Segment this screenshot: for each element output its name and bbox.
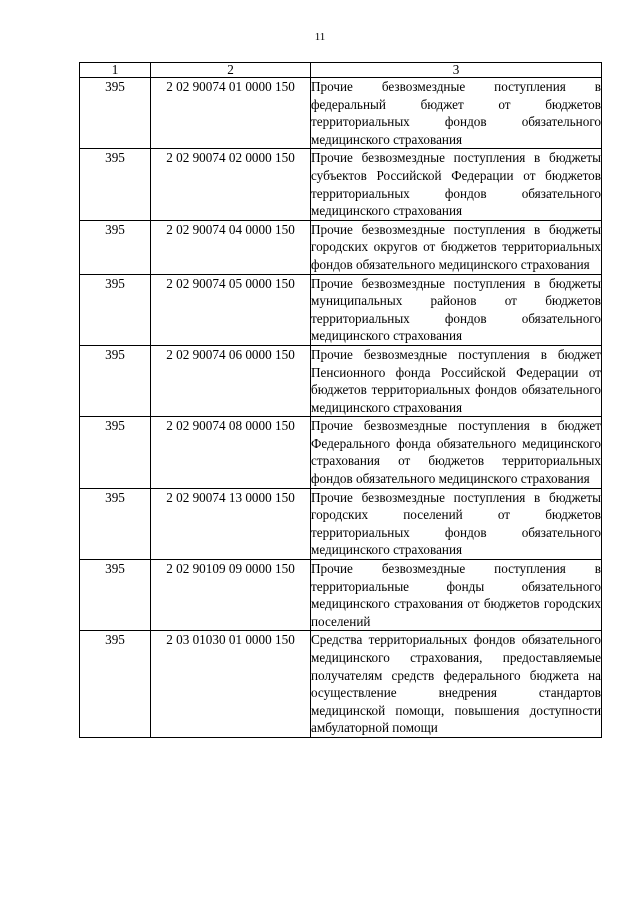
table-row bbox=[80, 417, 602, 488]
table-row bbox=[80, 149, 602, 220]
admin-code-cell: 395 bbox=[80, 417, 151, 488]
revenue-name-cell: Прочие безвозмездные поступления в территориальные фонды обязательного медицинского страхования от бюджетов городских поселений bbox=[311, 560, 602, 631]
revenue-name-cell: Прочие безвозмездные поступления в бюджеты городских поселений от бюджетов территориальных фондов обязательного медицинского страхования bbox=[311, 488, 602, 559]
revenue-name-cell: Прочие безвозмездные поступления в бюджеты субъектов Российской Федерации от бюджетов территориальных фондов обязательного медицинского страхования bbox=[311, 149, 602, 220]
admin-code-cell: 395 bbox=[80, 220, 151, 274]
page-number: 11 bbox=[314, 31, 326, 43]
admin-code-cell: 395 bbox=[80, 149, 151, 220]
table-row bbox=[80, 78, 602, 149]
budget-code-cell: 2 03 01030 01 0000 150 bbox=[151, 631, 311, 738]
column-header-2: 2 bbox=[151, 63, 311, 78]
table-row bbox=[80, 220, 602, 274]
admin-code-cell: 395 bbox=[80, 78, 151, 149]
budget-code-cell: 2 02 90074 13 0000 150 bbox=[151, 488, 311, 559]
revenue-name-cell: Прочие безвозмездные поступления в федеральный бюджет от бюджетов территориальных фондов обязательного медицинского страхования bbox=[311, 78, 602, 149]
budget-code-cell: 2 02 90074 05 0000 150 bbox=[151, 274, 311, 345]
table-row bbox=[80, 631, 602, 738]
admin-code-cell: 395 bbox=[80, 345, 151, 416]
revenue-name-cell: Прочие безвозмездные поступления в бюджеты городских округов от бюджетов территориальных фондов обязательного медицинского страхования bbox=[311, 220, 602, 274]
budget-code-cell: 2 02 90074 01 0000 150 bbox=[151, 78, 311, 149]
revenue-name-cell: Прочие безвозмездные поступления в бюджет Пенсионного фонда Российской Федерации от бюджетов территориальных фондов обязательного медицинского страхования bbox=[311, 345, 602, 416]
admin-code-cell: 395 bbox=[80, 631, 151, 738]
admin-code-cell: 395 bbox=[80, 560, 151, 631]
budget-code-cell: 2 02 90074 02 0000 150 bbox=[151, 149, 311, 220]
revenue-name-cell: Прочие безвозмездные поступления в бюджеты муниципальных районов от бюджетов территориальных фондов обязательного медицинского страхования bbox=[311, 274, 602, 345]
budget-code-cell: 2 02 90074 06 0000 150 bbox=[151, 345, 311, 416]
budget-code-cell: 2 02 90074 08 0000 150 bbox=[151, 417, 311, 488]
table-row bbox=[80, 488, 602, 559]
table-header-row bbox=[80, 63, 602, 78]
admin-code-cell: 395 bbox=[80, 488, 151, 559]
admin-code-cell: 395 bbox=[80, 274, 151, 345]
table-row bbox=[80, 274, 602, 345]
column-header-3: 3 bbox=[311, 63, 602, 78]
revenue-name-cell: Прочие безвозмездные поступления в бюджет Федерального фонда обязательного медицинского страхования от бюджетов территориальных фондов обязательного медицинского страхования bbox=[311, 417, 602, 488]
table-row bbox=[80, 560, 602, 631]
budget-codes-table bbox=[79, 62, 602, 738]
budget-code-cell: 2 02 90109 09 0000 150 bbox=[151, 560, 311, 631]
budget-code-cell: 2 02 90074 04 0000 150 bbox=[151, 220, 311, 274]
table-row bbox=[80, 345, 602, 416]
column-header-1: 1 bbox=[80, 63, 151, 78]
revenue-name-cell: Средства территориальных фондов обязательного медицинского страхования, предоставляемые получателям средств федерального бюджета на осуществление внедрения стандартов медицинской помощи, повышения доступности амбулаторной помощи bbox=[311, 631, 602, 738]
